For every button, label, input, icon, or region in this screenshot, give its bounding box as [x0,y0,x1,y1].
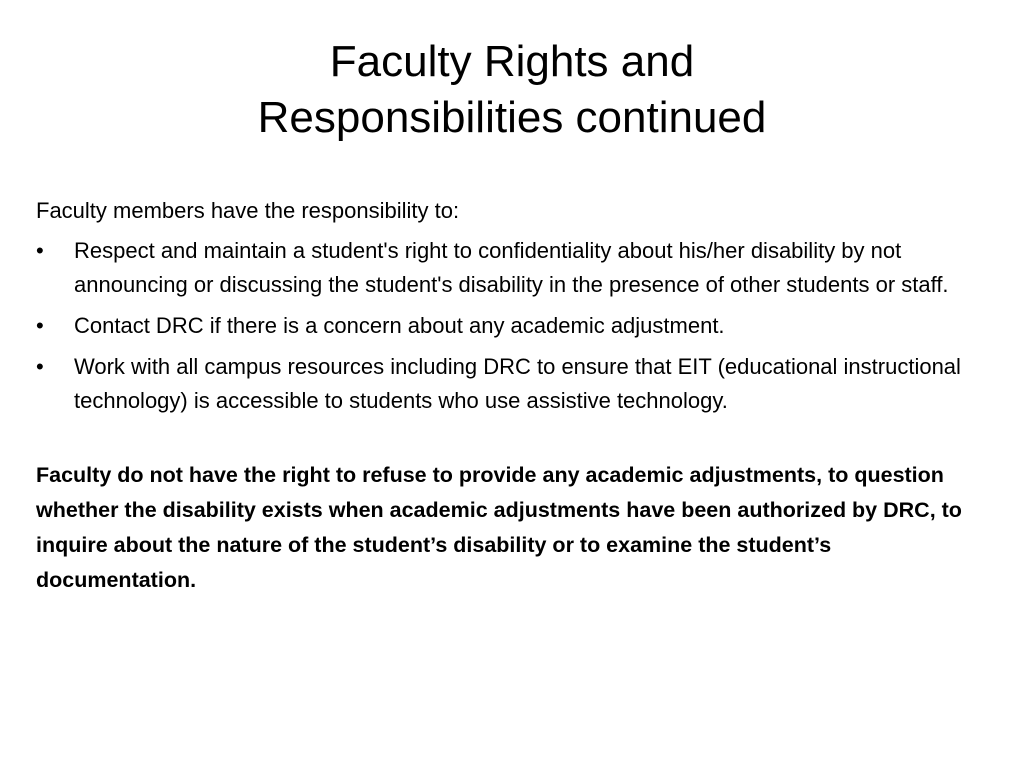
slide-title [60,34,964,146]
list-item-text: Work with all campus resources including DRC to ensure that EIT (educational instructional technology) is accessible to students who use assistive technology. [74,354,961,413]
list-item [36,350,986,418]
bullet-list [36,234,986,418]
intro-text: Faculty members have the responsibility to: [36,198,460,223]
slide-body [36,194,986,598]
slide-title-line-1: Faculty Rights and [329,37,695,86]
list-item [36,309,986,343]
faculty-restrictions-paragraph: Faculty do not have the right to refuse to provide any academic adjustments, to question whether the disability exists when academic adjustments have been authorized by DRC, to inquire about the nature of the student’s disability or to examine the student’s documentation. [36,463,962,592]
bullet-icon: • [36,238,44,263]
bullet-icon: • [36,354,44,379]
slide-title-line-2: Responsibilities continued [257,93,767,142]
list-item [36,234,986,302]
bullet-icon: • [36,313,44,338]
list-item-text: Contact DRC if there is a concern about any academic adjustment. [74,313,725,338]
list-item-text: Respect and maintain a student's right to confidentiality about his/her disability by not announcing or discussing the student's disability in the presence of other students or staff. [74,238,949,297]
